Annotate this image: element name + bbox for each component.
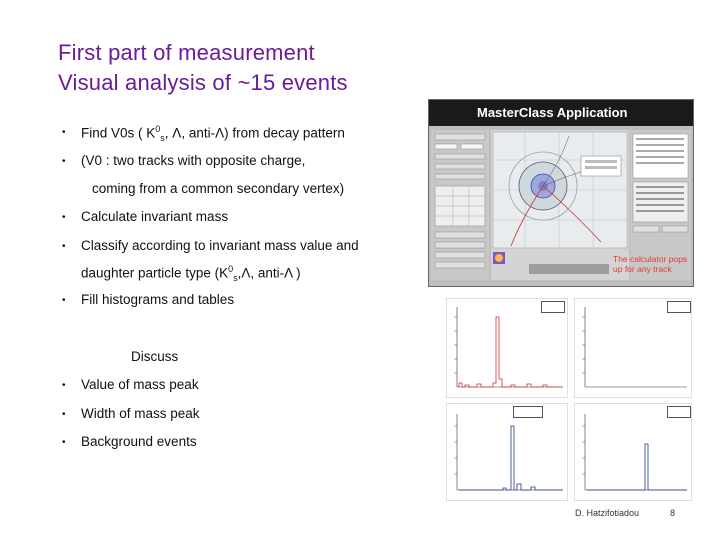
bullet-marker: • (62, 409, 66, 420)
histogram-empty (575, 299, 691, 397)
bullet-find-v0s-rest: , Λ, anti-Λ) from decay pattern (164, 125, 345, 141)
bullet-classify-cont-text: daughter particle type (K (81, 265, 229, 281)
slide-title-line-2: Visual analysis of ~15 events (58, 70, 348, 95)
histogram-legend (667, 406, 691, 418)
app-left-panel (431, 130, 489, 280)
bullet-invariant-mass: Calculate invariant mass (81, 209, 229, 224)
histogram-legend (667, 301, 691, 313)
bullet-background-events: Background events (81, 434, 197, 449)
bullet-find-v0s (81, 124, 345, 143)
calculator-note: The calculator pops up for any track (613, 254, 688, 274)
superscript-zero: 0 (155, 124, 161, 134)
histogram-lambda-panel (446, 403, 568, 501)
bullet-mass-peak-value: Value of mass peak (81, 377, 199, 392)
discuss-label: Discuss (131, 349, 179, 364)
event-display-graphic (491, 130, 629, 280)
event-display (491, 130, 629, 280)
bullet-find-v0s-text: Find V0s ( K (81, 125, 156, 141)
histogram-legend (513, 406, 543, 418)
superscript-zero: 0 (228, 264, 234, 274)
slide-title-line-1: First part of measurement (58, 40, 315, 65)
subscript-s: s (160, 133, 165, 144)
histogram-lambda (447, 404, 567, 500)
histogram-empty-panel (574, 298, 692, 398)
page-number: 8 (670, 508, 676, 518)
bullet-marker: • (62, 437, 66, 448)
bullet-marker: • (62, 380, 66, 391)
footer-author: D. Hatzifotiadou (575, 508, 640, 518)
histogram-antilambda-panel (574, 403, 692, 501)
bullet-v0-definition-cont: coming from a common secondary vertex) (92, 181, 345, 196)
bullet-marker: • (62, 127, 66, 138)
bullet-marker: • (62, 156, 66, 167)
bullet-fill-histograms: Fill histograms and tables (81, 292, 235, 307)
bullet-mass-peak-width: Width of mass peak (81, 406, 200, 421)
bullet-v0-definition: (V0 : two tracks with opposite charge, (81, 153, 306, 168)
bullet-marker: • (62, 295, 66, 306)
app-header (429, 100, 693, 126)
bullet-classify: Classify according to invariant mass value and (81, 238, 359, 253)
masterclass-app-screenshot (428, 99, 694, 287)
histogram-antilambda (575, 404, 691, 500)
bullet-classify-cont (81, 264, 301, 283)
bullet-marker: • (62, 212, 66, 223)
app-title: MasterClass Application (477, 105, 628, 120)
bullet-marker: • (62, 241, 66, 252)
start-exercise-button[interactable] (529, 264, 609, 274)
histogram-kaon (447, 299, 567, 397)
app-left-controls (431, 130, 489, 280)
histogram-kaon-panel (446, 298, 568, 398)
bullet-classify-cont-rest: ,Λ, anti-Λ ) (237, 265, 301, 281)
subscript-s: s (233, 273, 238, 284)
histogram-legend (541, 301, 565, 313)
